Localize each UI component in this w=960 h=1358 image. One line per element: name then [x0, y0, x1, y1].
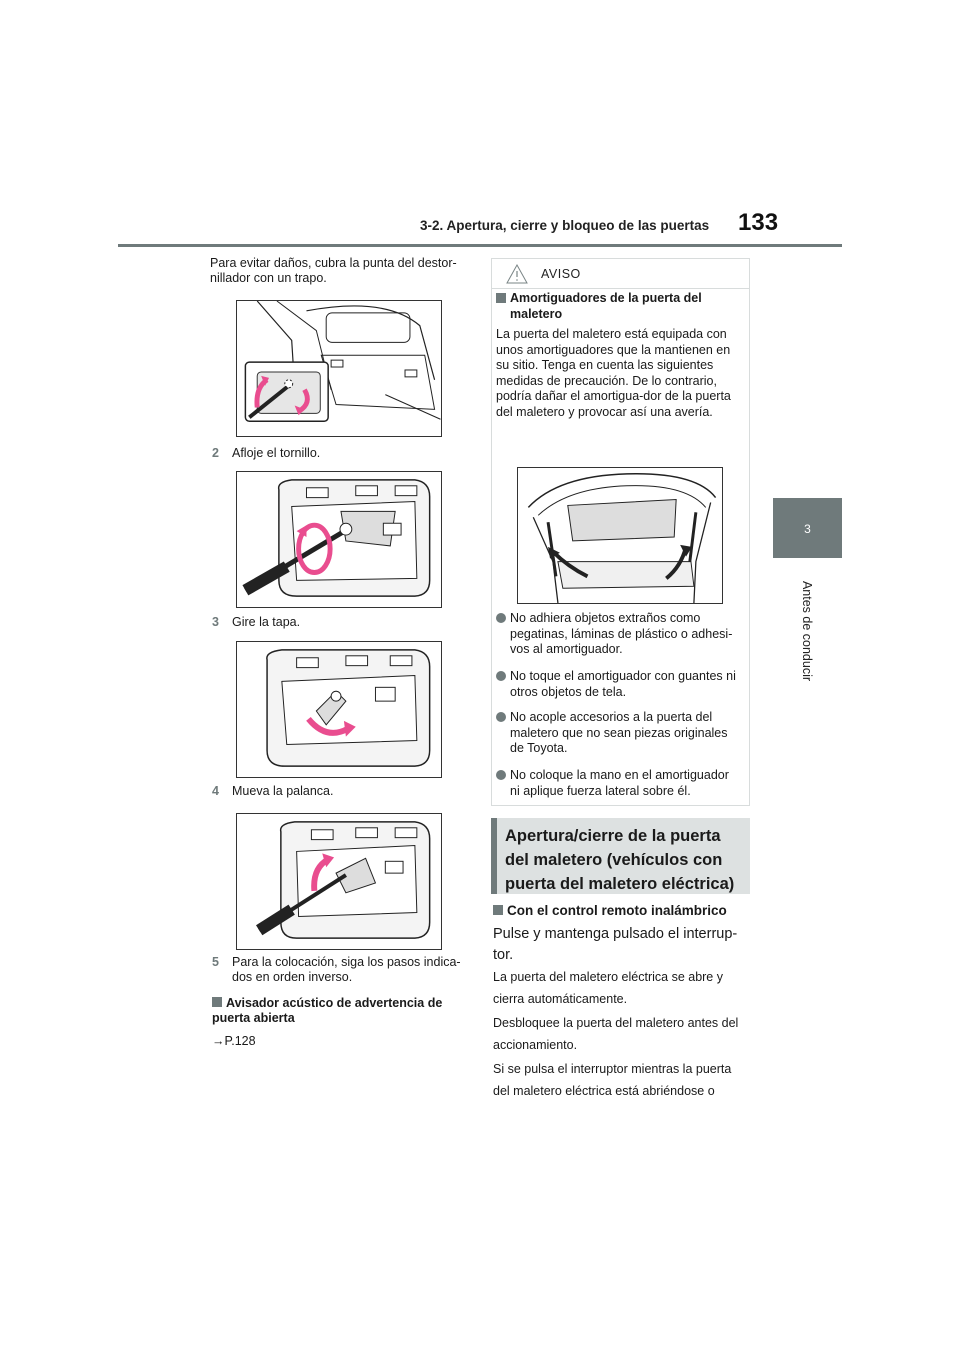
tailgate-damper-illustration: [518, 468, 722, 603]
bullet-text: No toque el amortiguador con guantes ni otros objetos de tela.: [510, 669, 736, 699]
turn-cover-illustration: [237, 642, 441, 777]
aviso-bullet-4: [496, 768, 742, 799]
aviso-bullet-1: [496, 611, 742, 658]
step-number: 2: [212, 446, 219, 460]
aviso-subheading-text: Amortiguadores de la puerta del maletero: [510, 291, 702, 321]
step-4: [212, 784, 470, 799]
page-number: 133: [738, 209, 779, 236]
section-heading: Apertura/cierre de la puerta del maletero (vehículos con puerta del maletero eléctrica): [505, 827, 735, 893]
aviso-bullet-2: [496, 669, 742, 700]
chapter-label: [772, 566, 842, 696]
square-bullet-icon: [493, 905, 503, 915]
round-bullet-icon: [496, 770, 506, 780]
tailgate-damper-figure: [517, 467, 723, 604]
remote-subheading-text: Con el control remoto inalámbrico: [507, 903, 727, 918]
move-lever-illustration: [237, 814, 441, 949]
step-text: Para la colocación, siga los pasos indica-dos en orden inverso.: [232, 955, 461, 984]
bullet-text: No adhiera objetos extraños como pegatinas, láminas de plástico o adhesi-vos al amortiguador.: [510, 611, 733, 656]
remote-control-subheading: [493, 903, 727, 918]
aviso-bullet-3: [496, 710, 742, 757]
round-bullet-icon: [496, 671, 506, 681]
aviso-label: AVISO: [541, 267, 581, 281]
step-number: 3: [212, 615, 219, 629]
step-text: Gire la tapa.: [232, 615, 301, 629]
loosen-screw-figure: [236, 471, 442, 608]
paragraph-1: La puerta del maletero eléctrica se abre y cierra automáticamente.: [493, 970, 723, 1006]
step-text: Afloje el tornillo.: [232, 446, 321, 460]
paragraph-2: Desbloquee la puerta del maletero antes del accionamiento.: [493, 1016, 739, 1052]
subheading-text: Avisador acústico de advertencia de puerta abierta: [212, 996, 443, 1025]
tailgate-cover-figure: [236, 300, 442, 437]
step-2: [212, 446, 470, 461]
step-number: 5: [212, 955, 219, 969]
step-number: 4: [212, 784, 219, 798]
aviso-body: La puerta del maletero está equipada con unos amortiguadores que la mantienen en su sitio. Tenga en cuenta las siguientes medidas de precaución. De lo contrario, podría dañar el amortigua-dor de la puerta del maletero y provocar así una avería.: [496, 327, 731, 419]
bullet-text: No coloque la mano en el amortiguador ni aplique fuerza lateral sobre él.: [510, 768, 729, 798]
loosen-screw-illustration: [237, 472, 441, 607]
door-open-warning-subheading: [212, 996, 470, 1026]
aviso-subheading: [496, 291, 742, 322]
header-rule: [118, 244, 842, 247]
round-bullet-icon: [496, 613, 506, 623]
square-bullet-icon: [496, 293, 506, 303]
intro-text: Para evitar daños, cubra la punta del destor-nillador con un trapo.: [210, 256, 457, 285]
section-heading-box: [491, 818, 750, 894]
chapter-tab: 3: [773, 498, 842, 558]
bullet-text: No acople accesorios a la puerta del maletero que no sean piezas originales de Toyota.: [510, 710, 728, 755]
step-3: [212, 615, 470, 630]
left-column: [210, 256, 472, 286]
move-lever-figure: [236, 813, 442, 950]
step-5: [212, 955, 470, 985]
square-bullet-icon: [212, 997, 222, 1007]
section-title: 3-2. Apertura, cierre y bloqueo de las puertas: [420, 218, 710, 233]
step-text: Mueva la palanca.: [232, 784, 334, 798]
aviso-header: [492, 259, 749, 289]
chapter-label-text: Antes de conducir: [800, 580, 814, 682]
round-bullet-icon: [496, 712, 506, 722]
tailgate-cover-illustration: [237, 301, 441, 436]
warning-triangle-icon: [506, 264, 528, 284]
page-reference: →P.128: [212, 1034, 256, 1048]
paragraph-3: Si se pulsa el interruptor mientras la puerta del maletero eléctrica está abriéndose o: [493, 1062, 732, 1098]
turn-cover-figure: [236, 641, 442, 778]
lead-instruction: Pulse y mantenga pulsado el interrup-tor.: [493, 926, 738, 963]
